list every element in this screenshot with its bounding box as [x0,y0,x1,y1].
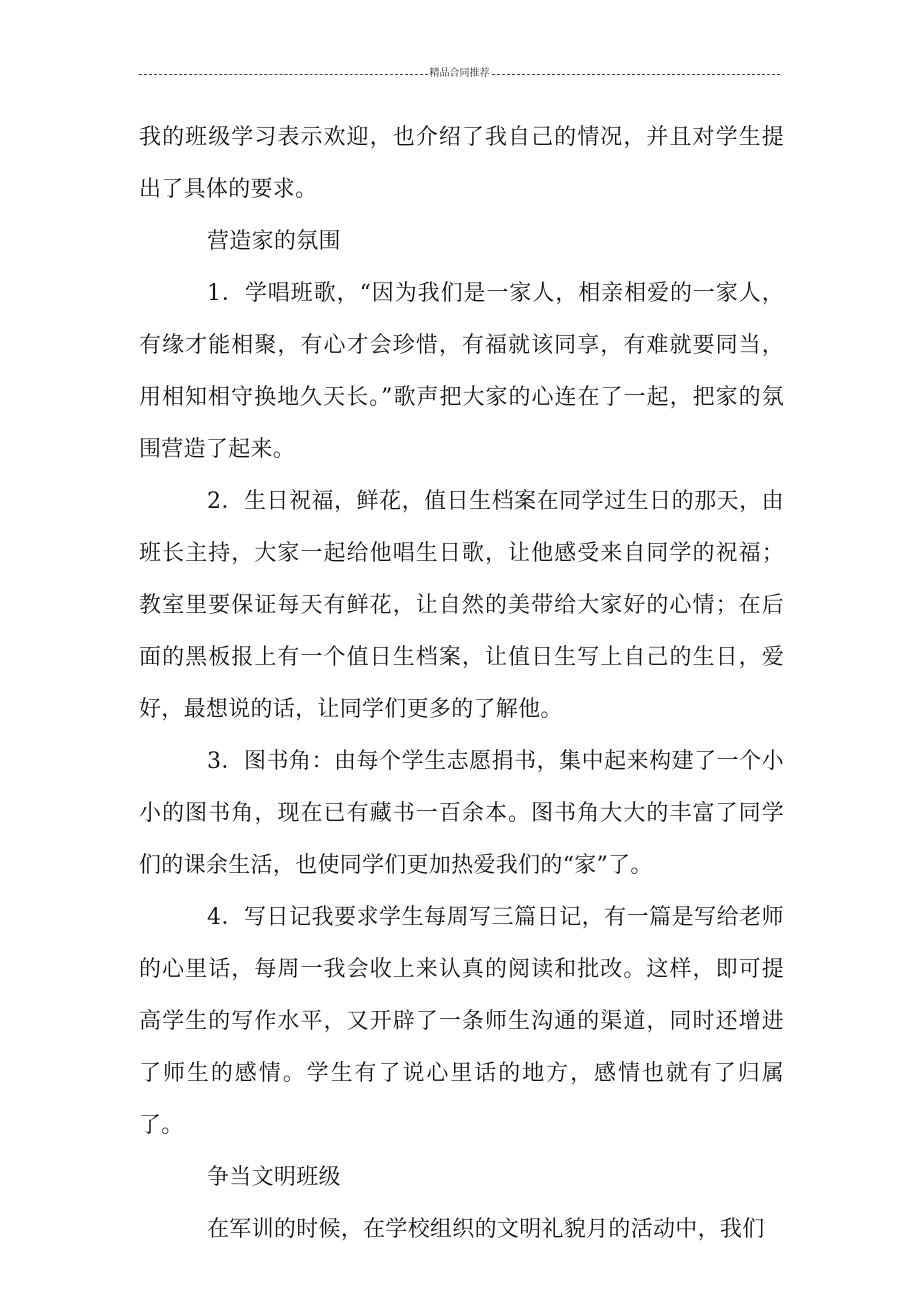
section-heading: 争当文明班级 [207,1165,341,1190]
header-rule-right [492,74,781,75]
paragraph: 2．生日祝福，鲜花，值日生档案在同学过生日的那天，由班长主持，大家一起给他唱生日歌，让他感受来自同学的祝福；教室里要保证每天有鲜花，让自然的美带给大家好的心情；在后面的黑板报上有一个值日生档案，让值日生写上自己的生日，爱好，最想说的话，让同学们更多的了解他。 [139,489,784,722]
paragraph: 4．写日记我要求学生每周写三篇日记，有一篇是写给老师的心里话，每周一我会收上来认真的阅读和批改。这样，即可提高学生的写作水平，又开辟了一条师生沟通的渠道，同时还增进了师生的感情。学生有了说心里话的地方，感情也就有了归属了。 [139,905,784,1138]
header-rule-left [139,74,428,75]
page-header [139,66,780,82]
paragraph: 1．学唱班歌，“因为我们是一家人，相亲相爱的一家人，有缘才能相聚，有心才会珍惜，有福就该同享，有难就要同当，用相知相守换地久天长。”歌声把大家的心连在了一起，把家的氛围营造了起来。 [139,281,784,462]
document-body [139,112,784,1256]
paragraph: 3．图书角：由每个学生志愿捐书，集中起来构建了一个小小的图书角，现在已有藏书一百余本。图书角大大的丰富了同学们的课余生活，也使同学们更加热爱我们的“家”了。 [139,749,784,878]
header-title: 精品合同推荐 [429,68,490,79]
section-heading: 营造家的氛围 [207,229,341,254]
paragraph: 在军训的时候，在学校组织的文明礼貌月的活动中，我们 [207,1217,765,1242]
paragraph: 我的班级学习表示欢迎，也介绍了我自己的情况，并且对学生提出了具体的要求。 [139,125,784,202]
